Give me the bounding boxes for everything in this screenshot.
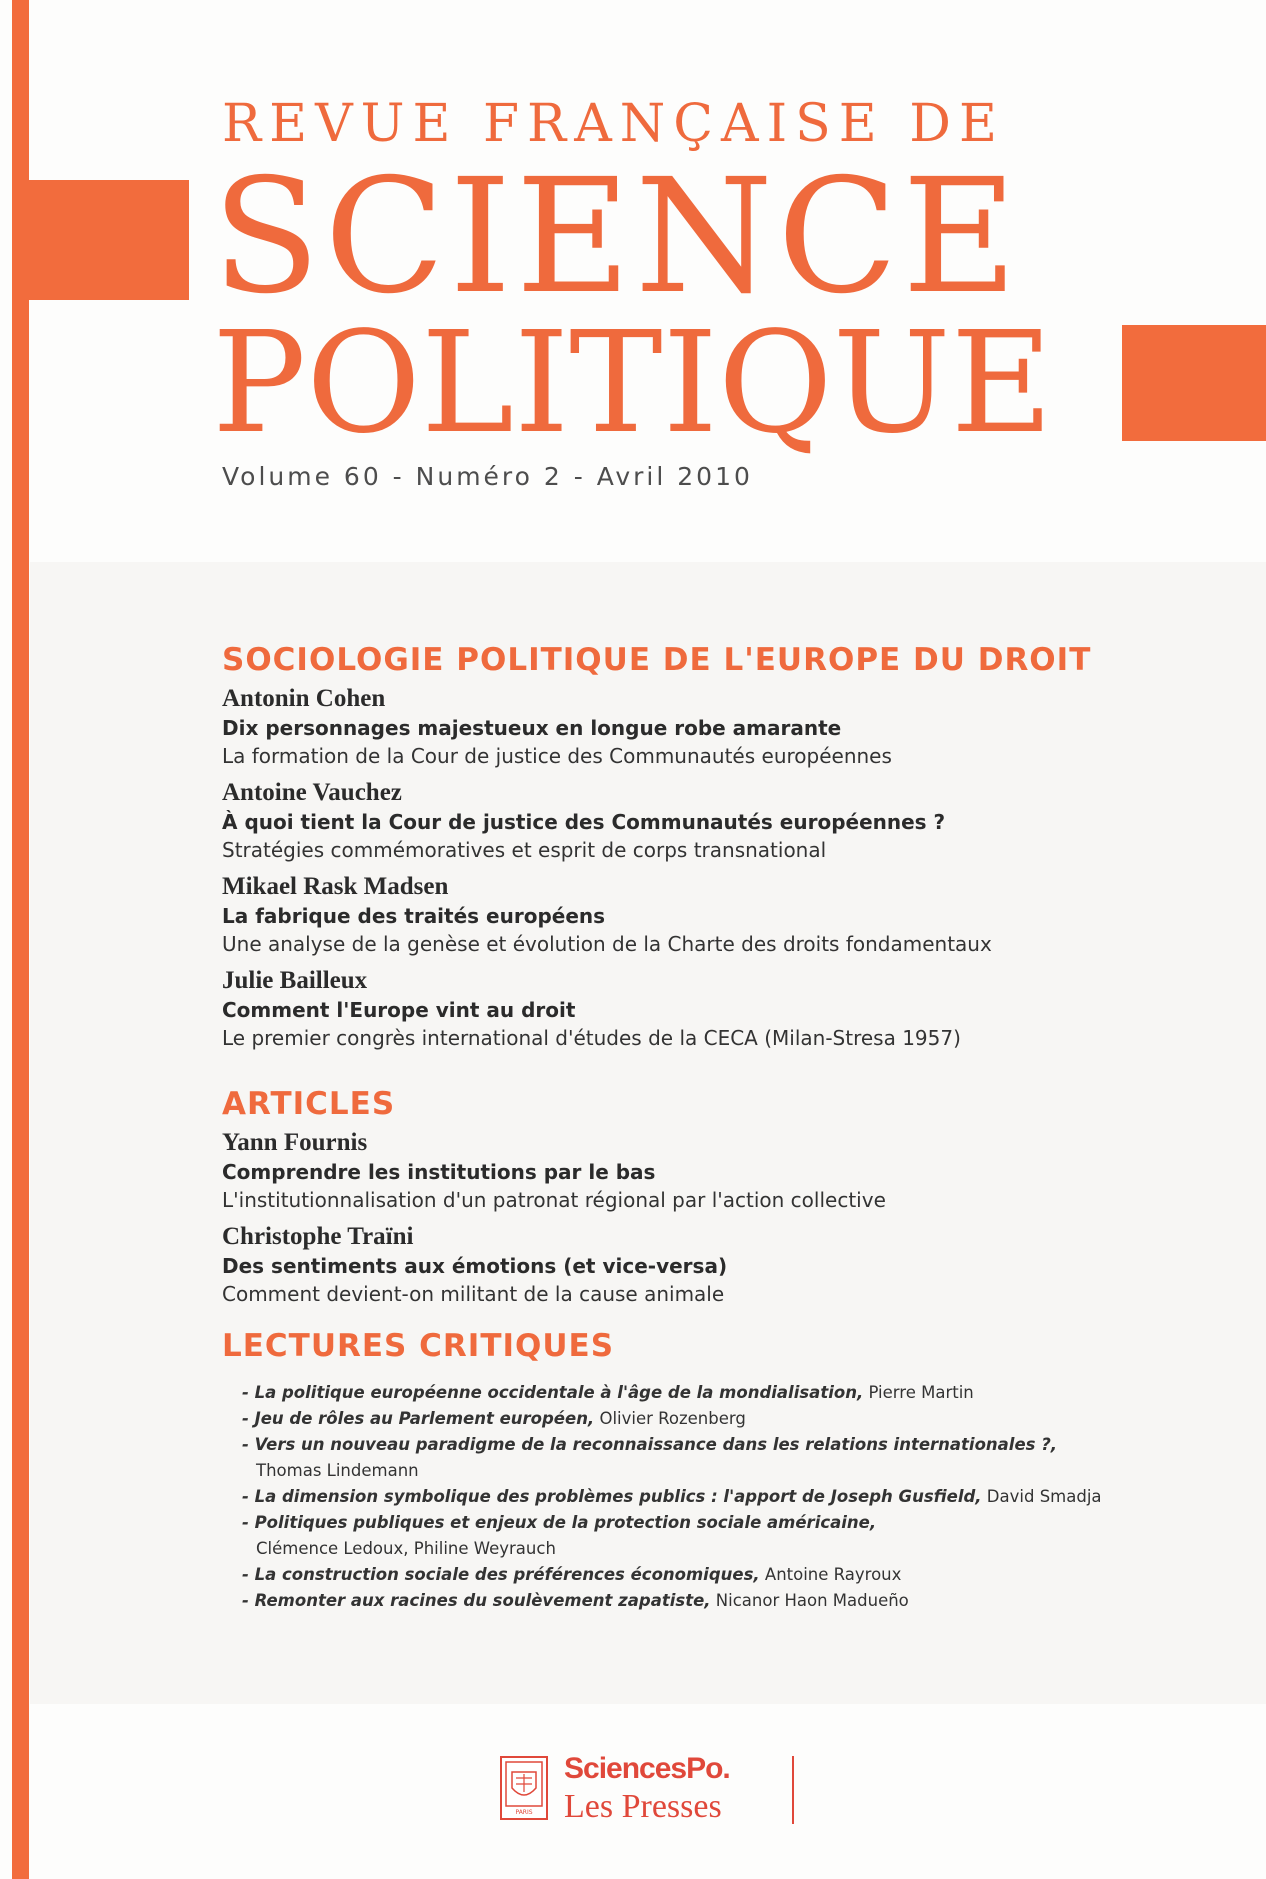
entry-author: Julie Bailleux bbox=[222, 967, 368, 994]
masthead-line-1: REVUE FRANÇAISE DE bbox=[222, 94, 1005, 154]
entry-title: Comment l'Europe vint au droit bbox=[222, 998, 576, 1022]
review-author: Pierre Martin bbox=[863, 1383, 974, 1402]
section-heading-lectures: LECTURES CRITIQUES bbox=[222, 1328, 615, 1364]
review-list bbox=[222, 1380, 1222, 1614]
entry-subtitle: La formation de la Cour de justice des Communautés européennes bbox=[222, 744, 892, 768]
review-item-continuation bbox=[242, 1458, 1222, 1484]
toc-entry bbox=[222, 1222, 1222, 1308]
section-heading-articles: ARTICLES bbox=[222, 1086, 396, 1122]
review-title: - La dimension symbolique des problèmes publics : l'apport de Joseph Gusfield, bbox=[242, 1487, 982, 1506]
entry-title: Des sentiments aux émotions (et vice-versa) bbox=[222, 1254, 728, 1278]
crest-icon bbox=[502, 1758, 546, 1818]
review-item bbox=[242, 1510, 1222, 1536]
entry-subtitle: Le premier congrès international d'études de la CECA (Milan-Stresa 1957) bbox=[222, 1026, 961, 1050]
review-item-continuation bbox=[242, 1536, 1222, 1562]
masthead-line-3: POLITIQUE bbox=[212, 302, 1053, 465]
publisher-imprint: Les Presses bbox=[564, 1788, 722, 1825]
logo-divider bbox=[792, 1756, 794, 1824]
review-author: Clémence Ledoux, Philine Weyrauch bbox=[256, 1539, 556, 1558]
review-item bbox=[242, 1406, 1222, 1432]
svg-text:PARIS: PARIS bbox=[515, 1809, 533, 1816]
toc-entry bbox=[222, 1128, 1222, 1214]
emblem-icon bbox=[500, 1756, 548, 1820]
table-of-contents bbox=[222, 640, 1222, 1614]
toc-entry bbox=[222, 684, 1222, 770]
accent-block-left bbox=[29, 180, 189, 300]
entry-title: Dix personnages majestueux en longue robe amarante bbox=[222, 716, 842, 740]
review-author: Antoine Rayroux bbox=[759, 1565, 902, 1584]
issue-info: Volume 60 - Numéro 2 - Avril 2010 bbox=[222, 462, 753, 491]
entry-author: Yann Fournis bbox=[222, 1129, 368, 1156]
review-title: - Vers un nouveau paradigme de la reconnaissance dans les relations internationales ?, bbox=[242, 1435, 1058, 1454]
review-author: Olivier Rozenberg bbox=[594, 1409, 746, 1428]
review-title: - La construction sociale des préférences économiques, bbox=[242, 1565, 760, 1584]
review-title: - Politiques publiques et enjeux de la protection sociale américaine, bbox=[242, 1513, 877, 1532]
masthead-line-2: SCIENCE bbox=[212, 145, 1022, 329]
review-item bbox=[242, 1484, 1222, 1510]
review-item bbox=[242, 1588, 1222, 1614]
entry-author: Antonin Cohen bbox=[222, 685, 386, 712]
left-accent-bar bbox=[12, 0, 29, 1879]
accent-block-right bbox=[1122, 325, 1266, 441]
review-author: David Smadja bbox=[981, 1487, 1102, 1506]
review-author: Nicanor Haon Madueño bbox=[710, 1591, 909, 1610]
entry-title: Comprendre les institutions par le bas bbox=[222, 1160, 656, 1184]
entry-subtitle: Stratégies commémoratives et esprit de corps transnational bbox=[222, 838, 827, 862]
entry-title: La fabrique des traités européens bbox=[222, 904, 606, 928]
entry-title: À quoi tient la Cour de justice des Communautés européennes ? bbox=[222, 810, 946, 834]
review-item bbox=[242, 1380, 1222, 1406]
toc-entry bbox=[222, 778, 1222, 864]
review-title: - La politique européenne occidentale à l'âge de la mondialisation, bbox=[242, 1383, 864, 1402]
review-author: Thomas Lindemann bbox=[256, 1461, 419, 1480]
toc-entry bbox=[222, 872, 1222, 958]
publisher-logo bbox=[500, 1752, 820, 1832]
entry-author: Christophe Traïni bbox=[222, 1223, 414, 1250]
publisher-name: SciencesPo. bbox=[564, 1752, 730, 1785]
review-item bbox=[242, 1562, 1222, 1588]
review-title: - Jeu de rôles au Parlement européen, bbox=[242, 1409, 595, 1428]
entry-author: Antoine Vauchez bbox=[222, 779, 402, 806]
entry-subtitle: Une analyse de la genèse et évolution de la Charte des droits fondamentaux bbox=[222, 932, 992, 956]
review-title: - Remonter aux racines du soulèvement zapatiste, bbox=[242, 1591, 711, 1610]
section-heading-dossier: SOCIOLOGIE POLITIQUE DE L'EUROPE DU DROIT bbox=[222, 642, 1092, 678]
entry-subtitle: Comment devient-on militant de la cause animale bbox=[222, 1282, 725, 1306]
entry-author: Mikael Rask Madsen bbox=[222, 873, 449, 900]
entry-subtitle: L'institutionnalisation d'un patronat régional par l'action collective bbox=[222, 1188, 886, 1212]
review-item bbox=[242, 1432, 1222, 1458]
toc-entry bbox=[222, 966, 1222, 1052]
